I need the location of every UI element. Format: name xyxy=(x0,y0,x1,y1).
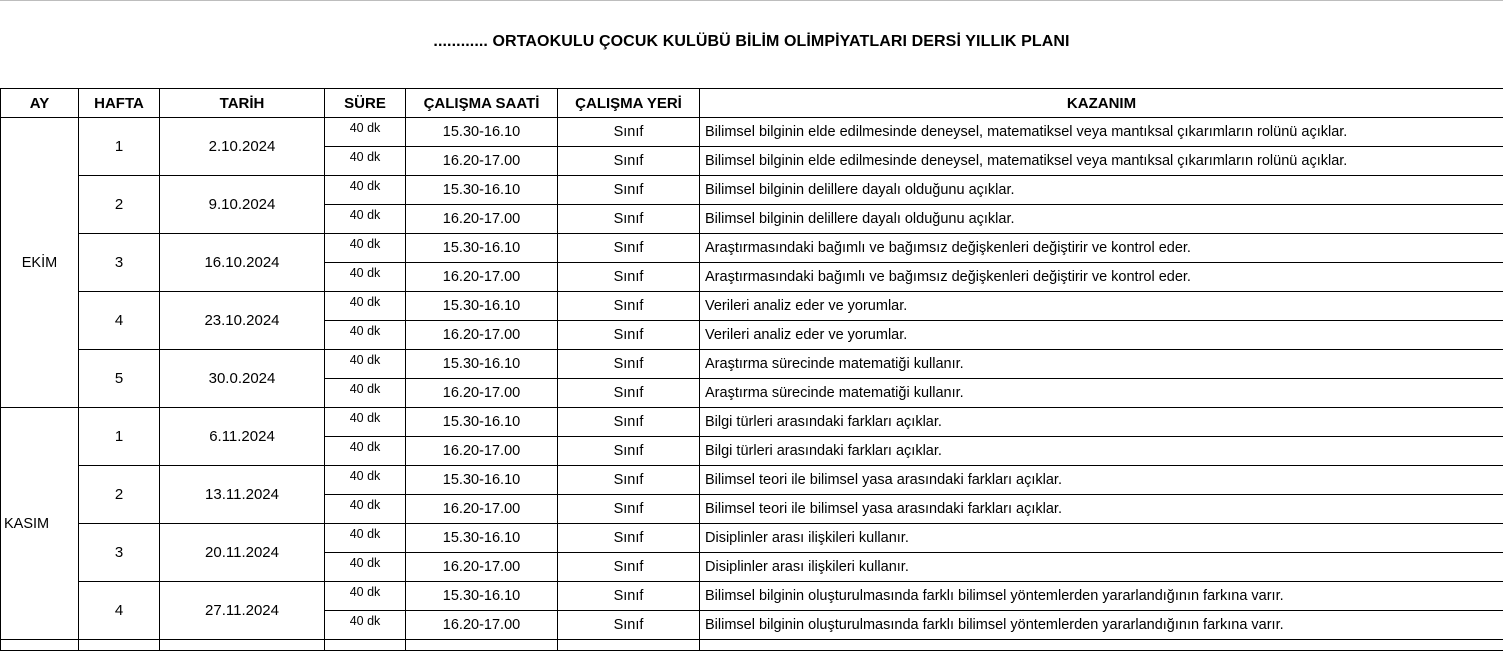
date-cell: 23.10.2024 xyxy=(160,292,325,350)
outcome-cell: Araştırma sürecinde matematiği kullanır. xyxy=(700,379,1503,408)
outcome-cell: Bilgi türleri arasındaki farkları açıklar. xyxy=(700,408,1503,437)
location-cell: Sınıf xyxy=(558,321,700,350)
location-cell: Sınıf xyxy=(558,263,700,292)
location-cell: Sınıf xyxy=(558,582,700,611)
outcome-cell: Bilimsel bilginin oluşturulmasında farklı bilimsel yöntemlerden yararlandığının farkına varır. xyxy=(700,582,1503,611)
time-cell: 16.20-17.00 xyxy=(406,321,558,350)
week-number-cell: 4 xyxy=(79,582,160,640)
week-number-cell: 5 xyxy=(79,350,160,408)
month-cell: KASIM xyxy=(1,408,79,640)
time-cell: 16.20-17.00 xyxy=(406,263,558,292)
table-row xyxy=(1,350,1503,379)
duration-cell: 40 dk xyxy=(325,553,406,582)
time-cell: 16.20-17.00 xyxy=(406,205,558,234)
outcome-cell: Bilimsel bilginin delillere dayalı olduğunu açıklar. xyxy=(700,205,1503,234)
week-number-cell: 3 xyxy=(79,524,160,582)
outcome-cell: Disiplinler arası ilişkileri kullanır. xyxy=(700,553,1503,582)
week-number-cell: 3 xyxy=(79,234,160,292)
header-hafta: HAFTA xyxy=(79,89,160,118)
week-number-cell: 4 xyxy=(79,292,160,350)
duration-cell: 40 dk xyxy=(325,350,406,379)
header-sure: SÜRE xyxy=(325,89,406,118)
duration-cell: 40 dk xyxy=(325,292,406,321)
location-cell: Sınıf xyxy=(558,611,700,640)
time-cell: 15.30-16.10 xyxy=(406,292,558,321)
duration-cell: 40 dk xyxy=(325,379,406,408)
cutoff-cell xyxy=(325,640,406,651)
outcome-cell: Bilimsel bilginin elde edilmesinde deneysel, matematiksel veya mantıksal çıkarımların rolünü açıklar. xyxy=(700,147,1503,176)
date-cell: 20.11.2024 xyxy=(160,524,325,582)
time-cell: 16.20-17.00 xyxy=(406,611,558,640)
table-header-row xyxy=(1,89,1503,118)
week-number-cell: 1 xyxy=(79,118,160,176)
duration-cell: 40 dk xyxy=(325,234,406,263)
location-cell: Sınıf xyxy=(558,205,700,234)
location-cell: Sınıf xyxy=(558,524,700,553)
duration-cell: 40 dk xyxy=(325,408,406,437)
time-cell: 15.30-16.10 xyxy=(406,466,558,495)
time-cell: 16.20-17.00 xyxy=(406,553,558,582)
duration-cell: 40 dk xyxy=(325,466,406,495)
time-cell: 15.30-16.10 xyxy=(406,176,558,205)
location-cell: Sınıf xyxy=(558,495,700,524)
time-cell: 15.30-16.10 xyxy=(406,524,558,553)
date-cell: 30.0.2024 xyxy=(160,350,325,408)
outcome-cell: Bilgi türleri arasındaki farkları açıklar. xyxy=(700,437,1503,466)
duration-cell: 40 dk xyxy=(325,524,406,553)
location-cell: Sınıf xyxy=(558,234,700,263)
outcome-cell: Bilimsel bilginin elde edilmesinde deneysel, matematiksel veya mantıksal çıkarımların rolünü açıklar. xyxy=(700,118,1503,147)
duration-cell: 40 dk xyxy=(325,176,406,205)
table-body xyxy=(1,118,1503,651)
cutoff-cell xyxy=(700,640,1503,651)
time-cell: 16.20-17.00 xyxy=(406,495,558,524)
cutoff-cell xyxy=(406,640,558,651)
outcome-cell: Bilimsel teori ile bilimsel yasa arasındaki farkları açıklar. xyxy=(700,466,1503,495)
time-cell: 16.20-17.00 xyxy=(406,379,558,408)
outcome-cell: Bilimsel bilginin delillere dayalı olduğunu açıklar. xyxy=(700,176,1503,205)
duration-cell: 40 dk xyxy=(325,582,406,611)
table-row xyxy=(1,408,1503,437)
duration-cell: 40 dk xyxy=(325,321,406,350)
outcome-cell: Araştırmasındaki bağımlı ve bağımsız değişkenleri değiştirir ve kontrol eder. xyxy=(700,263,1503,292)
header-calisma-yeri: ÇALIŞMA YERİ xyxy=(558,89,700,118)
outcome-cell: Verileri analiz eder ve yorumlar. xyxy=(700,292,1503,321)
cutoff-cell xyxy=(1,640,79,651)
time-cell: 16.20-17.00 xyxy=(406,147,558,176)
location-cell: Sınıf xyxy=(558,147,700,176)
outcome-cell: Disiplinler arası ilişkileri kullanır. xyxy=(700,524,1503,553)
week-number-cell: 1 xyxy=(79,408,160,466)
week-number-cell: 2 xyxy=(79,466,160,524)
table-row-cutoff xyxy=(1,640,1503,651)
table-row xyxy=(1,524,1503,553)
table-row xyxy=(1,234,1503,263)
time-cell: 15.30-16.10 xyxy=(406,582,558,611)
top-border-line xyxy=(0,0,1503,1)
table-row xyxy=(1,466,1503,495)
outcome-cell: Verileri analiz eder ve yorumlar. xyxy=(700,321,1503,350)
location-cell: Sınıf xyxy=(558,379,700,408)
date-cell: 13.11.2024 xyxy=(160,466,325,524)
location-cell: Sınıf xyxy=(558,118,700,147)
table-row xyxy=(1,118,1503,147)
location-cell: Sınıf xyxy=(558,292,700,321)
duration-cell: 40 dk xyxy=(325,118,406,147)
page-title: ............ ORTAOKULU ÇOCUK KULÜBÜ BİLİM OLİMPİYATLARI DERSİ YILLIK PLANI xyxy=(0,33,1503,51)
month-cell: EKİM xyxy=(1,118,79,408)
location-cell: Sınıf xyxy=(558,466,700,495)
cutoff-cell xyxy=(160,640,325,651)
time-cell: 16.20-17.00 xyxy=(406,437,558,466)
time-cell: 15.30-16.10 xyxy=(406,118,558,147)
date-cell: 6.11.2024 xyxy=(160,408,325,466)
location-cell: Sınıf xyxy=(558,408,700,437)
cutoff-cell xyxy=(79,640,160,651)
duration-cell: 40 dk xyxy=(325,147,406,176)
location-cell: Sınıf xyxy=(558,350,700,379)
date-cell: 16.10.2024 xyxy=(160,234,325,292)
outcome-cell: Bilimsel bilginin oluşturulmasında farklı bilimsel yöntemlerden yararlandığının farkına varır. xyxy=(700,611,1503,640)
location-cell: Sınıf xyxy=(558,553,700,582)
table-row xyxy=(1,176,1503,205)
time-cell: 15.30-16.10 xyxy=(406,350,558,379)
table-row xyxy=(1,292,1503,321)
outcome-cell: Araştırmasındaki bağımlı ve bağımsız değişkenleri değiştirir ve kontrol eder. xyxy=(700,234,1503,263)
duration-cell: 40 dk xyxy=(325,611,406,640)
time-cell: 15.30-16.10 xyxy=(406,408,558,437)
time-cell: 15.30-16.10 xyxy=(406,234,558,263)
duration-cell: 40 dk xyxy=(325,263,406,292)
outcome-cell: Araştırma sürecinde matematiği kullanır. xyxy=(700,350,1503,379)
date-cell: 9.10.2024 xyxy=(160,176,325,234)
duration-cell: 40 dk xyxy=(325,495,406,524)
header-ay: AY xyxy=(1,89,79,118)
location-cell: Sınıf xyxy=(558,437,700,466)
header-tarih: TARİH xyxy=(160,89,325,118)
header-calisma-saati: ÇALIŞMA SAATİ xyxy=(406,89,558,118)
date-cell: 27.11.2024 xyxy=(160,582,325,640)
cutoff-cell xyxy=(558,640,700,651)
duration-cell: 40 dk xyxy=(325,437,406,466)
location-cell: Sınıf xyxy=(558,176,700,205)
week-number-cell: 2 xyxy=(79,176,160,234)
date-cell: 2.10.2024 xyxy=(160,118,325,176)
annual-plan-table xyxy=(0,88,1503,651)
table-row xyxy=(1,582,1503,611)
header-kazanim: KAZANIM xyxy=(700,89,1503,118)
duration-cell: 40 dk xyxy=(325,205,406,234)
outcome-cell: Bilimsel teori ile bilimsel yasa arasındaki farkları açıklar. xyxy=(700,495,1503,524)
